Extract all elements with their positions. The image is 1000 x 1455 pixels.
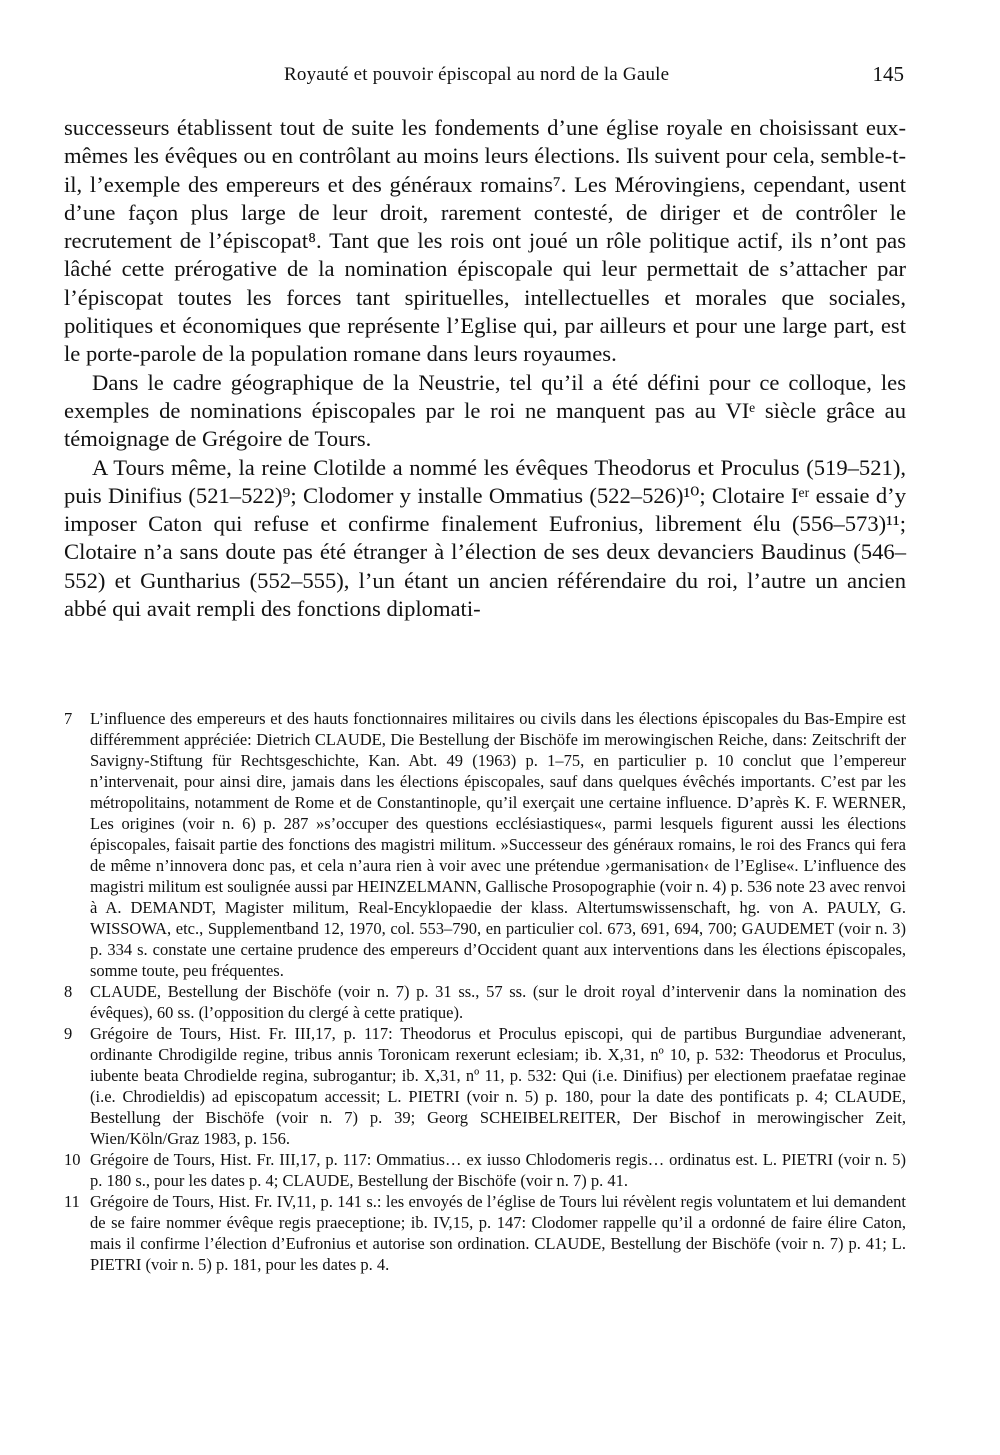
paragraph-3: A Tours même, la reine Clotilde a nommé les évêques Theodorus et Proculus (519–521), puis Dinifius (521–522)⁹; Clodomer y installe Ommatius (522–526)¹⁰; Clotaire Iᵉʳ essaie d’y imposer Caton qui refuse et confirme finalement Eufronius, librement élu (556–573)¹¹; Clotaire n’a sans doute pas été étranger à l’élection de ses deux devanciers Baudinus (546–552) et Guntharius (552–555), l’un étant un ancien référendaire du roi, l’autre un ancien abbé qui avait rempli des fonctions diplomati-: [64, 454, 906, 622]
footnotes: [64, 708, 906, 1275]
footnote-number: 9: [64, 1024, 73, 1043]
footnote-text: Grégoire de Tours, Hist. Fr. III,17, p. 117: Ommatius… ex iusso Chlodomeris regis… ordinatus est. L. PIETRI (voir n. 5) p. 180 s., pour les dates p. 4; CLAUDE, Bestellung der Bischöfe (voir n. 7) p. 41.: [90, 1150, 906, 1190]
running-title: Royauté et pouvoir épiscopal au nord de la Gaule: [284, 64, 670, 85]
footnote-7: [64, 708, 906, 981]
footnote-10: [64, 1149, 906, 1191]
running-head: [64, 64, 904, 92]
footnote-text: CLAUDE, Bestellung der Bischöfe (voir n. 7) p. 31 ss., 57 ss. (sur le droit royal d’intervenir dans la nomination des évêques), 60 ss. (l’opposition du clergé à cette pratique).: [90, 982, 906, 1022]
footnote-text: Grégoire de Tours, Hist. Fr. IV,11, p. 141 s.: les envoyés de l’église de Tours lui révèlent regis voluntatem et lui demandent de se faire nommer évêque regis praeceptione; ib. IV,15, p. 147: Clodomer rappelle qu’il a ordonné de faire élire Caton, mais il confirme l’élection d’Eufronius et autorise son ordination. CLAUDE, Bestellung der Bischöfe (voir n. 7) p. 41; L. PIETRI (voir n. 5) p. 181, pour les dates p. 4.: [90, 1192, 906, 1274]
footnote-number: 7: [64, 709, 73, 728]
footnote-9: [64, 1023, 906, 1149]
footnote-number: 11: [64, 1192, 80, 1211]
footnote-number: 8: [64, 982, 73, 1001]
paragraph-1: successeurs établissent tout de suite les fondements d’une église royale en choisissant eux-mêmes les évêques ou en contrôlant au moins leurs élections. Ils suivent pour cela, semble-t-il, l’exemple des empereurs et des généraux romains⁷. Les Mérovingiens, cependant, usent d’une façon plus large de leur droit, rarement contesté, de diriger et de contrôler le recrutement de l’épiscopat⁸. Tant que les rois ont joué un rôle politique actif, ils n’ont pas lâché cette prérogative de la nomination épiscopale qui leur permettait de s’attacher par l’épiscopat toutes les forces tant spirituelles, intellectuelles et morales que sociales, politiques et économiques que représente l’Eglise qui, par ailleurs et pour une large part, est le porte-parole de la population romane dans leurs royaumes.: [64, 115, 906, 367]
footnote-text: Grégoire de Tours, Hist. Fr. III,17, p. 117: Theodorus et Proculus episcopi, qui de partibus Burgundiae advenerant, ordinante Chrodigilde regine, tribus annis Toronicam rexerunt eclesiam; ib. X,31, nº 10, p. 532: Theodorus et Proculus, iubente beata Chrodielde regina, subrogantur; ib. X,31, nº 11, p. 532: Qui (i.e. Dinifius) per electionem praefatae reginae (i.e. Chrodieldis) ad episcopatum accessit; L. PIETRI (voir n. 5) p. 180, pour la date des pontificats p. 4; CLAUDE, Bestellung der Bischöfe (voir n. 7) p. 39; Georg SCHEIBELREITER, Der Bischof in merowingischer Zeit, Wien/Köln/Graz 1983, p. 156.: [90, 1024, 906, 1148]
paragraph-2: Dans le cadre géographique de la Neustrie, tel qu’il a été défini pour ce colloque, les exemples de nominations épiscopales par le roi ne manquent pas au VIᵉ siècle grâce au témoignage de Grégoire de Tours.: [64, 369, 906, 452]
footnote-8: [64, 981, 906, 1023]
footnote-text: L’influence des empereurs et des hauts fonctionnaires militaires ou civils dans les élections épiscopales du Bas-Empire est différemment appréciée: Dietrich CLAUDE, Die Bestellung der Bischöfe im merowingischen Reiche, dans: Zeitschrift der Savigny-Stiftung für Rechtsgeschichte, Kan. Abt. 49 (1963) p. 1–75, en particulier p. 10 conclut que l’empereur n’intervenait, pour ainsi dire, jamais dans les élections épiscopales, sauf dans quelques évêchés importants. C’est par les métropolitains, notamment de Rome et de Constantinople, qu’il exerçait une certaine influence. D’après K. F. WERNER, Les origines (voir n. 6) p. 287 »s’occuper des questions ecclésiastiques«, parmi lesquels figurent aussi les élections épiscopales, faisait partie des fonctions des magistri militum. »Successeur des généraux romains, le roi des Francs qui fera de même n’innovera donc pas, et cela n’aura rien à voir avec une prétendue ›germanisation‹ de l’Eglise«. L’influence des magistri militum est soulignée aussi par HEINZELMANN, Gallische Prosopographie (voir n. 4) p. 536 note 23 avec renvoi à A. DEMANDT, Magister militum, Real-Encyklopaedie der klass. Altertumswissenschaft, hg. von A. PAULY, G. WISSOWA, etc., Supplementband 12, 1970, col. 553–790, en particulier col. 673, 691, 694, 700; GAUDEMET (voir n. 3) p. 334 s. constate une certaine prudence des empereurs d’Occident quant aux interventions dans les élections épiscopales, somme toute, peu fréquentes.: [90, 709, 906, 980]
footnote-11: [64, 1191, 906, 1275]
body-text: [64, 114, 906, 623]
footnote-number: 10: [64, 1150, 81, 1169]
page-number: 145: [872, 62, 904, 86]
